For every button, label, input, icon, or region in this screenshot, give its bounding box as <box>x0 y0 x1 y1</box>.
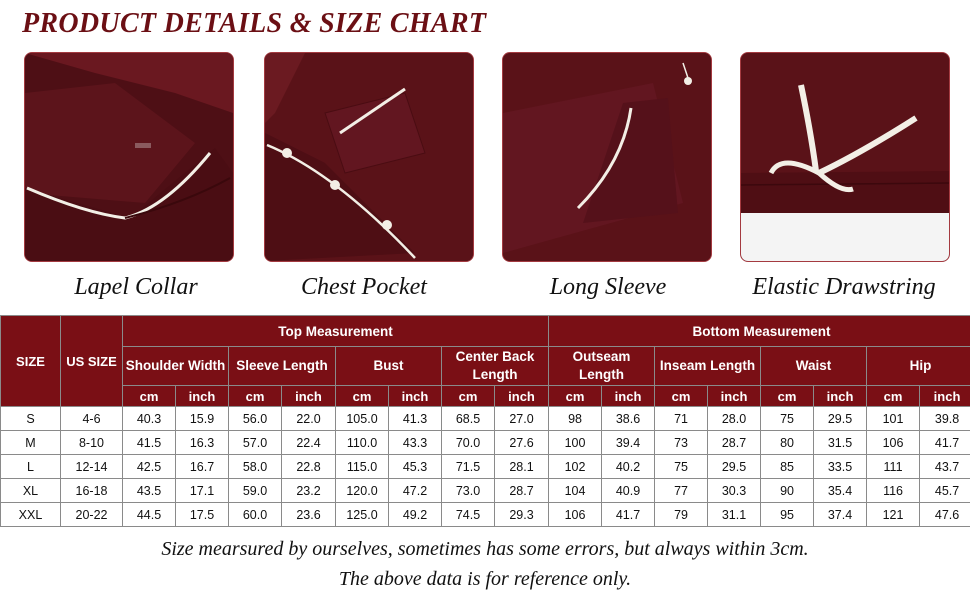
page-title: PRODUCT DETAILS & SIZE CHART <box>22 8 487 39</box>
size-cell: XXL <box>1 503 61 527</box>
measurement-cell: 15.9 <box>176 407 229 431</box>
measurement-cell: 95 <box>761 503 814 527</box>
measurement-cell: 27.6 <box>495 431 549 455</box>
measurement-cell: 28.7 <box>495 479 549 503</box>
measurement-cell: 98 <box>549 407 602 431</box>
table-row <box>1 503 970 527</box>
measurement-cell: 41.7 <box>602 503 655 527</box>
measurement-cell: 28.1 <box>495 455 549 479</box>
measurement-cell: 23.6 <box>282 503 336 527</box>
measurement-cell: 56.0 <box>229 407 282 431</box>
table-row <box>1 431 970 455</box>
measurement-cell: 71.5 <box>442 455 495 479</box>
size-cell: L <box>1 455 61 479</box>
measurement-cell: 29.5 <box>814 407 867 431</box>
measurement-cell: 27.0 <box>495 407 549 431</box>
unit-inch-header: inch <box>814 386 867 407</box>
unit-inch-header: inch <box>282 386 336 407</box>
note-line-1: Size mearsured by ourselves, sometimes has some errors, but always within 3cm. <box>161 538 809 560</box>
size-cell: M <box>1 431 61 455</box>
measurement-cell: 110.0 <box>336 431 389 455</box>
unit-cm-header: cm <box>442 386 495 407</box>
measurement-cell: 37.4 <box>814 503 867 527</box>
measurement-cell: 47.6 <box>920 503 970 527</box>
measurement-cell: 40.3 <box>123 407 176 431</box>
us-size-header: US SIZE <box>61 316 123 407</box>
measurement-cell: 45.7 <box>920 479 970 503</box>
elastic-drawstring-photo <box>740 52 950 262</box>
measurement-cell: 74.5 <box>442 503 495 527</box>
measurement-cell: 90 <box>761 479 814 503</box>
feature-caption-lapel-collar: Lapel Collar <box>74 274 198 300</box>
feature-caption-elastic-drawstring: Elastic Drawstring <box>752 274 936 300</box>
column-header: Hip <box>867 347 970 386</box>
measurement-cell: 85 <box>761 455 814 479</box>
measurement-cell: 40.2 <box>602 455 655 479</box>
bottom-measurement-header: Bottom Measurement <box>549 316 970 347</box>
unit-cm-header: cm <box>655 386 708 407</box>
measurement-cell: 59.0 <box>229 479 282 503</box>
column-header: Shoulder Width <box>123 347 229 386</box>
measurement-cell: 41.5 <box>123 431 176 455</box>
measurement-cell: 105.0 <box>336 407 389 431</box>
measurement-cell: 41.7 <box>920 431 970 455</box>
measurement-cell: 45.3 <box>389 455 442 479</box>
unit-cm-header: cm <box>761 386 814 407</box>
unit-inch-header: inch <box>495 386 549 407</box>
measurement-cell: 120.0 <box>336 479 389 503</box>
us-size-cell: 4-6 <box>61 407 123 431</box>
measurement-cell: 40.9 <box>602 479 655 503</box>
measurement-cell: 43.3 <box>389 431 442 455</box>
measurement-cell: 31.5 <box>814 431 867 455</box>
measurement-cell: 30.3 <box>708 479 761 503</box>
measurement-cell: 58.0 <box>229 455 282 479</box>
measurement-cell: 35.4 <box>814 479 867 503</box>
measurement-cell: 116 <box>867 479 920 503</box>
measurement-cell: 29.5 <box>708 455 761 479</box>
column-header: Waist <box>761 347 867 386</box>
unit-inch-header: inch <box>708 386 761 407</box>
measurement-cell: 43.7 <box>920 455 970 479</box>
measurement-cell: 22.0 <box>282 407 336 431</box>
unit-inch-header: inch <box>389 386 442 407</box>
measurement-cell: 28.7 <box>708 431 761 455</box>
column-header: Inseam Length <box>655 347 761 386</box>
note-line-2: The above data is for reference only. <box>338 568 632 590</box>
unit-cm-header: cm <box>123 386 176 407</box>
size-chart-table <box>0 315 970 527</box>
measurement-cell: 115.0 <box>336 455 389 479</box>
measurement-cell: 77 <box>655 479 708 503</box>
measurement-cell: 60.0 <box>229 503 282 527</box>
us-size-cell: 12-14 <box>61 455 123 479</box>
chest-pocket-photo <box>264 52 474 262</box>
measurement-cell: 42.5 <box>123 455 176 479</box>
measurement-cell: 28.0 <box>708 407 761 431</box>
unit-cm-header: cm <box>549 386 602 407</box>
measurement-cell: 39.4 <box>602 431 655 455</box>
feature-caption-chest-pocket: Chest Pocket <box>301 274 427 300</box>
measurement-cell: 33.5 <box>814 455 867 479</box>
measurement-cell: 106 <box>549 503 602 527</box>
measurement-cell: 22.8 <box>282 455 336 479</box>
measurement-cell: 125.0 <box>336 503 389 527</box>
measurement-cell: 41.3 <box>389 407 442 431</box>
size-cell: XL <box>1 479 61 503</box>
measurement-cell: 22.4 <box>282 431 336 455</box>
measurement-cell: 79 <box>655 503 708 527</box>
measurement-cell: 31.1 <box>708 503 761 527</box>
measurement-cell: 75 <box>761 407 814 431</box>
measurement-cell: 47.2 <box>389 479 442 503</box>
measurement-cell: 49.2 <box>389 503 442 527</box>
us-size-cell: 16-18 <box>61 479 123 503</box>
measurement-cell: 39.8 <box>920 407 970 431</box>
lapel-collar-photo <box>24 52 234 262</box>
measurement-cell: 70.0 <box>442 431 495 455</box>
measurement-cell: 44.5 <box>123 503 176 527</box>
measurement-cell: 23.2 <box>282 479 336 503</box>
measurement-cell: 17.1 <box>176 479 229 503</box>
measurement-cell: 73 <box>655 431 708 455</box>
measurement-cell: 29.3 <box>495 503 549 527</box>
column-header: Outseam Length <box>549 347 655 386</box>
long-sleeve-photo <box>502 52 712 262</box>
measurement-cell: 38.6 <box>602 407 655 431</box>
measurement-cell: 101 <box>867 407 920 431</box>
measurement-cell: 104 <box>549 479 602 503</box>
unit-inch-header: inch <box>602 386 655 407</box>
measurement-cell: 102 <box>549 455 602 479</box>
size-cell: S <box>1 407 61 431</box>
measurement-cell: 57.0 <box>229 431 282 455</box>
us-size-cell: 8-10 <box>61 431 123 455</box>
measurement-cell: 80 <box>761 431 814 455</box>
measurement-cell: 111 <box>867 455 920 479</box>
measurement-cell: 43.5 <box>123 479 176 503</box>
measurement-cell: 17.5 <box>176 503 229 527</box>
measurement-cell: 16.7 <box>176 455 229 479</box>
measurement-cell: 68.5 <box>442 407 495 431</box>
column-header: Sleeve Length <box>229 347 336 386</box>
top-measurement-header: Top Measurement <box>123 316 549 347</box>
unit-cm-header: cm <box>229 386 282 407</box>
size-header: SIZE <box>1 316 61 407</box>
measurement-cell: 75 <box>655 455 708 479</box>
measurement-cell: 100 <box>549 431 602 455</box>
measurement-cell: 71 <box>655 407 708 431</box>
measurement-cell: 73.0 <box>442 479 495 503</box>
feature-caption-long-sleeve: Long Sleeve <box>549 274 667 300</box>
table-row <box>1 479 970 503</box>
measurement-cell: 121 <box>867 503 920 527</box>
unit-cm-header: cm <box>336 386 389 407</box>
measurement-cell: 106 <box>867 431 920 455</box>
unit-inch-header: inch <box>176 386 229 407</box>
table-row <box>1 455 970 479</box>
measurement-cell: 16.3 <box>176 431 229 455</box>
column-header: Center Back Length <box>442 347 549 386</box>
table-row <box>1 407 970 431</box>
column-header: Bust <box>336 347 442 386</box>
unit-inch-header: inch <box>920 386 970 407</box>
us-size-cell: 20-22 <box>61 503 123 527</box>
unit-cm-header: cm <box>867 386 920 407</box>
